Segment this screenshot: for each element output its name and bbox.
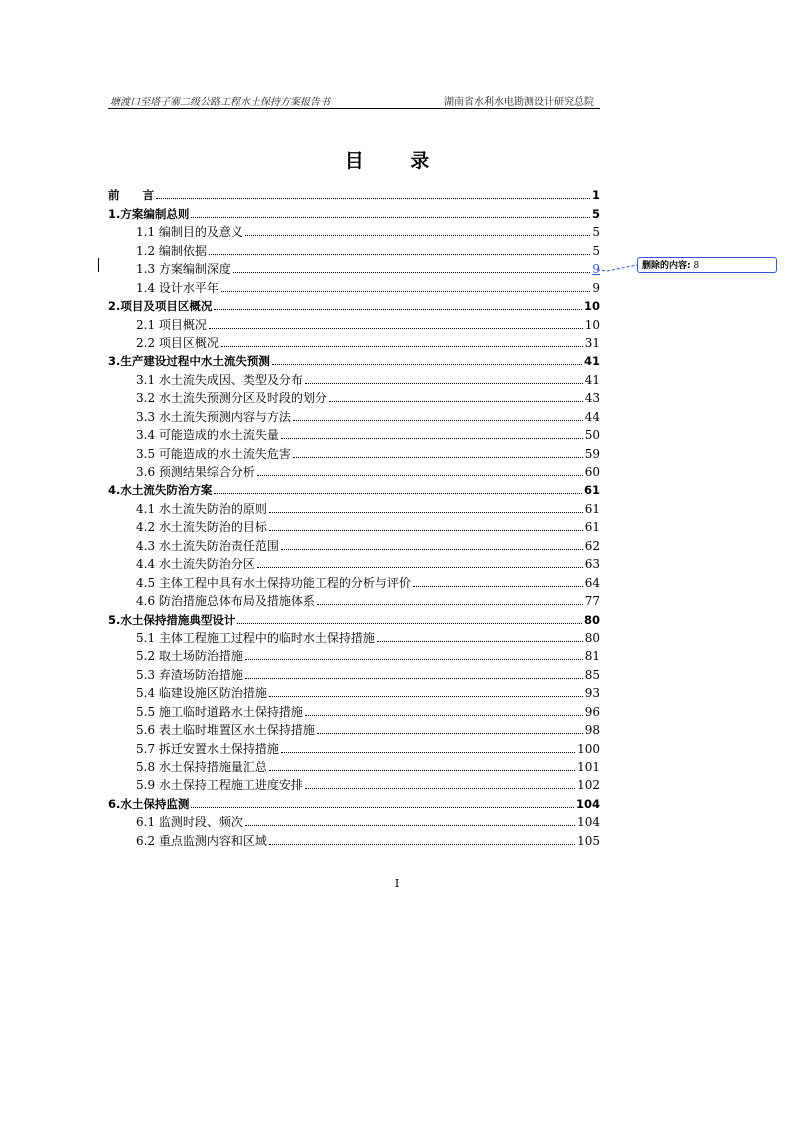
toc-dot-leader [156,198,590,199]
toc-entry-title: 3.2 水土流失预测分区及时段的划分 [136,391,327,406]
toc-entry[interactable] [108,497,600,515]
comment-leader-line [597,264,637,272]
toc-entry-page: 102 [577,778,600,793]
toc-entry-title: 3.4 可能造成的水土流失量 [136,428,279,443]
toc-entry-title: 4.2 水土流失防治的目标 [136,520,267,535]
toc-entry[interactable] [108,313,600,331]
toc-entry[interactable] [108,350,600,368]
toc-dot-leader [413,586,583,587]
toc-entry-page: 63 [584,557,600,572]
toc-entry-page: 104 [577,815,600,830]
toc-entry[interactable] [108,719,600,737]
toc-dot-leader [233,272,590,273]
toc-entry[interactable] [108,295,600,313]
toc-entry-title: 5.1 主体工程施工过程中的临时水土保持措施 [136,630,375,645]
toc-entry-page: 9 [592,280,600,295]
toc-entry[interactable] [108,627,600,645]
toc-entry[interactable] [108,792,600,810]
toc-entry-title: 5.4 临建设施区防治措施 [136,686,267,701]
toc-dot-leader [305,383,583,384]
toc-entry[interactable] [108,737,600,755]
toc-entry-page: 60 [584,465,600,479]
toc-entry[interactable] [108,645,600,663]
toc-entry[interactable] [108,424,600,442]
toc-entry-title: 5.3 弃渣场防治措施 [136,667,243,682]
toc-entry-page: 50 [584,428,600,443]
toc-entry-title: 6.2 重点监测内容和区域 [136,833,267,848]
toc-entry-page: 44 [584,409,600,424]
toc-entry-title: 3.5 可能造成的水土流失危害 [136,446,291,461]
toc-entry[interactable] [108,202,600,220]
toc-entry[interactable] [108,239,600,257]
toc-entry-page: 104 [575,796,600,811]
toc-entry[interactable] [108,700,600,718]
toc-entry-page: 5 [592,225,600,240]
toc-dot-leader [377,641,583,642]
toc-dot-leader [317,733,583,734]
toc-dot-leader [305,715,583,716]
toc-entry-title: 1.方案编制总则 [108,206,190,221]
toc-dot-leader [329,401,583,402]
toc-entry-page: 77 [584,594,600,609]
toc-entry[interactable] [108,663,600,681]
toc-entry-page: 41 [584,372,600,387]
toc-dot-leader [245,235,590,236]
toc-entry[interactable] [108,553,600,571]
toc-entry[interactable] [108,571,600,589]
toc-entry-title: 3.生产建设过程中水土流失预测 [108,354,270,369]
toc-dot-leader [245,678,583,679]
running-header [108,92,600,109]
revision-change-bar [98,258,99,272]
toc-entry-title: 1.1 编制目的及意义 [136,225,243,240]
toc-dot-leader [269,770,575,771]
toc-entry-title: 4.1 水土流失防治的原则 [136,501,267,516]
toc-entry[interactable] [108,405,600,423]
toc-dot-leader [214,309,582,310]
toc-dot-leader [191,217,590,218]
toc-entry-page: 61 [584,520,600,535]
toc-entry-page: 100 [577,741,600,756]
toc-entry-page: 80 [584,630,600,645]
toc-entry-page: 98 [584,723,600,738]
toc-entry-title: 4.水土流失防治方案 [108,483,213,498]
toc-entry[interactable] [108,608,600,626]
toc-entry[interactable] [108,442,600,460]
toc-dot-leader [209,328,583,329]
page-number: I [394,877,400,890]
toc-entry[interactable] [108,368,600,386]
toc-dot-leader [269,530,583,531]
toc-entry-title: 6.1 监测时段、频次 [136,815,243,830]
toc-entry-title: 4.5 主体工程中具有水土保持功能工程的分析与评价 [136,575,411,590]
toc-entry-page: 93 [584,686,600,701]
toc-entry-title: 1.4 设计水平年 [136,280,219,295]
toc-entry-title: 5.2 取土场防治措施 [136,649,243,664]
toc-dot-leader [293,420,583,421]
toc-dot-leader [272,364,582,365]
toc-entry[interactable] [108,184,600,202]
toc-dot-leader [221,291,590,292]
toc-entry-page: 61 [584,501,600,516]
toc-entry[interactable] [108,534,600,552]
toc-entry-page: 9 [592,262,600,277]
toc-dot-leader [191,807,574,808]
toc-entry-page: 81 [584,649,600,664]
toc-entry-page: 96 [584,704,600,719]
comment-label: 删除的内容: [642,261,691,271]
table-of-contents [108,184,600,848]
comment-value: 8 [693,261,700,271]
toc-entry-title: 5.5 施工临时道路水土保持措施 [136,704,303,719]
toc-dot-leader [317,604,583,605]
toc-entry-page: 10 [584,317,600,332]
toc-entry-page: 5 [592,243,600,258]
revision-comment-balloon[interactable] [637,257,777,273]
toc-entry-page: 31 [584,335,600,350]
toc-entry-title: 5.7 拆迁安置水土保持措施 [136,741,279,756]
toc-dot-leader [221,346,583,347]
toc-dot-leader [269,844,575,845]
toc-entry-title: 4.6 防治措施总体布局及措施体系 [136,594,315,609]
header-organization: 湖南省水利水电勘测设计研究总院 [444,97,594,108]
toc-dot-leader [257,567,583,568]
toc-entry[interactable] [108,221,600,239]
toc-entry-page: 41 [583,354,600,369]
toc-entry-title: 2.1 项目概况 [136,317,207,332]
toc-entry-page: 10 [583,299,600,314]
toc-entry-page: 85 [584,667,600,682]
toc-dot-leader [269,512,583,513]
toc-dot-leader [237,623,582,624]
toc-dot-leader [209,254,590,255]
toc-entry-title: 5.6 表土临时堆置区水土保持措施 [136,723,315,738]
toc-entry[interactable] [108,590,600,608]
toc-entry-page: 43 [584,391,600,406]
toc-entry[interactable] [108,387,600,405]
toc-entry-title: 前 言 [108,188,154,203]
toc-entry[interactable] [108,811,600,829]
toc-entry[interactable] [108,682,600,700]
toc-dot-leader [214,493,582,494]
toc-entry-page: 5 [591,206,600,221]
toc-entry[interactable] [108,479,600,497]
toc-entry-page: 80 [583,612,600,627]
toc-entry-title: 1.3 方案编制深度 [136,262,231,277]
toc-entry-title: 3.6 预测结果综合分析 [136,465,255,479]
toc-entry[interactable] [108,516,600,534]
toc-entry-page: 61 [583,483,600,498]
toc-entry[interactable] [108,258,600,276]
toc-entry[interactable] [108,756,600,774]
toc-entry-page: 105 [577,833,600,848]
toc-entry-page: 64 [584,575,600,590]
toc-entry[interactable] [108,461,600,479]
header-report-title: 塘渡口至塔子寨二级公路工程水土保持方案报告书 [110,97,330,108]
toc-dot-leader [245,825,575,826]
toc-entry-title: 2.2 项目区概况 [136,335,219,350]
toc-entry-title: 5.水土保持措施典型设计 [108,612,236,627]
toc-entry[interactable] [108,829,600,847]
toc-entry[interactable] [108,774,600,792]
toc-dot-leader [257,475,583,476]
toc-entry-page: 101 [577,760,600,774]
toc-entry[interactable] [108,276,600,294]
toc-title: 目 录 [344,150,450,172]
toc-dot-leader [245,659,583,660]
toc-entry-title: 3.3 水土流失预测内容与方法 [136,409,291,424]
toc-dot-leader [305,788,575,789]
toc-entry-title: 6.水土保持监测 [108,796,190,811]
toc-entry-page: 1 [591,188,600,203]
toc-entry-title: 5.9 水土保持工程施工进度安排 [136,778,303,793]
toc-dot-leader [281,438,583,439]
toc-dot-leader [281,752,575,753]
toc-entry-page: 62 [584,538,600,553]
toc-entry[interactable] [108,332,600,350]
toc-entry-title: 5.8 水土保持措施量汇总 [136,760,267,774]
toc-dot-leader [269,696,583,697]
toc-dot-leader [293,457,583,458]
toc-entry-title: 1.2 编制依据 [136,243,207,258]
toc-dot-leader [281,549,583,550]
toc-entry-title: 4.3 水土流失防治责任范围 [136,538,279,553]
toc-entry-title: 4.4 水土流失防治分区 [136,557,255,572]
toc-entry-title: 3.1 水土流失成因、类型及分布 [136,372,303,387]
toc-entry-page: 59 [584,446,600,461]
toc-entry-title: 2.项目及项目区概况 [108,299,213,314]
